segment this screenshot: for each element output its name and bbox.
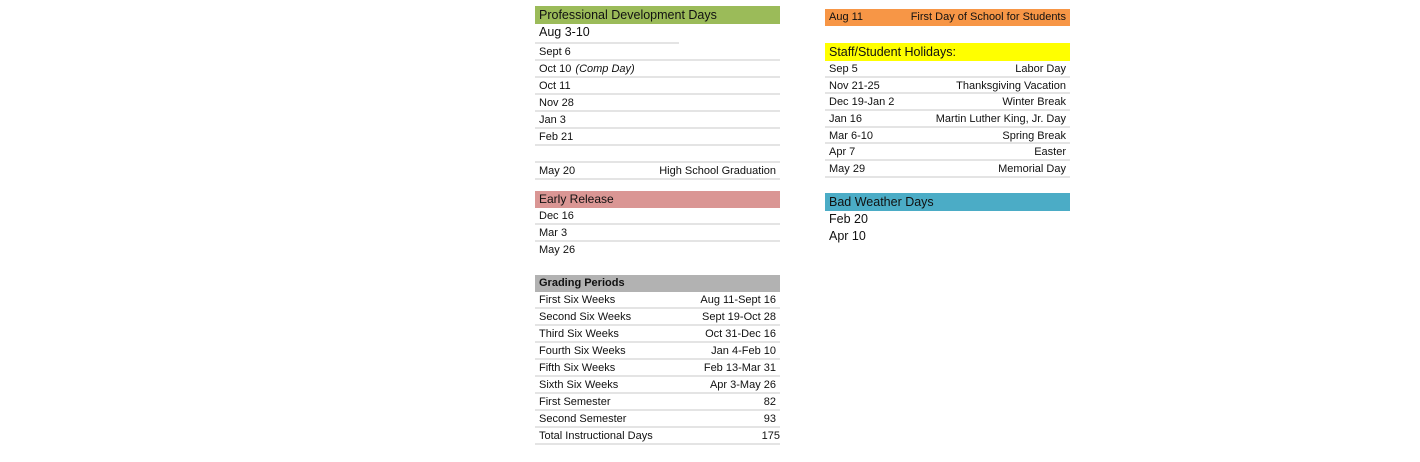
holiday-row — [825, 161, 1070, 178]
section-header: Bad Weather Days — [825, 193, 1070, 211]
early-release-row — [535, 242, 780, 259]
grading-period-row — [535, 309, 780, 326]
early-release-row — [535, 225, 780, 242]
grading-period-row — [535, 360, 780, 377]
row-label: Sept 6 — [539, 46, 571, 58]
row-value: Sept 19-Oct 28 — [702, 311, 776, 323]
row-label: May 26 — [539, 244, 576, 256]
row-label: Sixth Six Weeks — [539, 379, 619, 391]
row-label: Fourth Six Weeks — [539, 345, 626, 357]
row-label: Sep 5 — [829, 63, 858, 75]
row-label: First Semester — [539, 396, 611, 408]
row-label: Second Six Weeks — [539, 311, 632, 323]
first-day-banner — [825, 9, 1070, 26]
professional-development-section — [535, 6, 780, 180]
row-label: Nov 28 — [539, 97, 574, 109]
holiday-row — [825, 61, 1070, 78]
row-value: Jan 4-Feb 10 — [711, 345, 776, 357]
row-label: Second Semester — [539, 413, 627, 425]
pd-row — [535, 61, 780, 78]
row-label: Oct 11 — [539, 80, 571, 92]
row-label: Dec 19-Jan 2 — [829, 96, 895, 109]
pd-row — [535, 78, 780, 95]
holiday-row — [825, 78, 1070, 95]
grading-periods-section — [535, 275, 780, 445]
pd-row — [535, 44, 780, 61]
row-label: First Six Weeks — [539, 294, 616, 306]
row-label: Mar 3 — [539, 227, 568, 239]
grading-period-row — [535, 343, 780, 360]
row-value: Aug 11-Sept 16 — [700, 294, 776, 306]
row-value: Martin Luther King, Jr. Day — [935, 113, 1066, 126]
section-header: Staff/Student Holidays: — [825, 43, 1070, 61]
row-label: Apr 10 — [829, 229, 866, 243]
holiday-row — [825, 111, 1070, 128]
row-value: Winter Break — [1002, 96, 1066, 109]
grading-period-row — [535, 411, 780, 428]
section-header: Professional Development Days — [535, 6, 780, 24]
grading-period-row — [535, 326, 780, 343]
row-value: Oct 31-Dec 16 — [705, 328, 776, 340]
grading-period-row — [535, 377, 780, 394]
holiday-row — [825, 144, 1070, 161]
pd-row — [535, 112, 780, 129]
row-label: Third Six Weeks — [539, 328, 619, 340]
row-label: Jan 3 — [539, 114, 566, 126]
grading-period-row — [535, 428, 780, 445]
row-value: Apr 3-May 26 — [709, 379, 776, 391]
holiday-row — [825, 94, 1070, 111]
early-release-section — [535, 191, 780, 259]
row-value: 82 — [763, 396, 776, 408]
pd-row — [535, 24, 780, 42]
first-day-section — [825, 9, 1070, 26]
bad-weather-section — [825, 193, 1070, 245]
row-label: Feb 21 — [539, 131, 574, 143]
holidays-section — [825, 43, 1070, 178]
section-header: Early Release — [535, 191, 780, 208]
row-label: May 20 — [539, 165, 576, 177]
row-label: Oct 10 — [539, 63, 572, 75]
row-value: Memorial Day — [998, 163, 1066, 176]
row-value: 175 — [761, 430, 780, 442]
row-label: Feb 20 — [829, 212, 868, 226]
row-label: Jan 16 — [829, 113, 863, 126]
row-label: Mar 6-10 — [829, 129, 874, 142]
holiday-row — [825, 128, 1070, 145]
pd-row — [535, 129, 780, 146]
row-value: 93 — [763, 413, 776, 425]
row-label: Fifth Six Weeks — [539, 362, 616, 374]
row-value: Thanksgiving Vacation — [956, 79, 1066, 92]
row-label: Total Instructional Days — [539, 430, 653, 442]
row-value: Feb 13-Mar 31 — [703, 362, 776, 374]
first-day-date: Aug 11 — [829, 11, 864, 23]
pd-row — [535, 163, 780, 180]
row-value: Easter — [1034, 146, 1066, 159]
grading-period-row — [535, 292, 780, 309]
bad-weather-row — [825, 228, 1070, 245]
row-value: Spring Break — [1002, 129, 1066, 142]
row-value: High School Graduation — [659, 165, 776, 177]
row-value: Labor Day — [1015, 63, 1066, 75]
pd-row — [535, 146, 780, 163]
bad-weather-row — [825, 211, 1070, 228]
row-label: May 29 — [829, 163, 866, 176]
row-label: Apr 7 — [829, 146, 856, 159]
row-label: Aug 3-10 — [539, 25, 590, 39]
row-label: Nov 21-25 — [829, 79, 880, 92]
early-release-row — [535, 208, 780, 225]
first-day-label: First Day of School for Students — [910, 11, 1066, 23]
pd-row — [535, 95, 780, 112]
row-note-italic: (Comp Day) — [575, 63, 635, 75]
row-label: Dec 16 — [539, 210, 574, 222]
section-header: Grading Periods — [535, 275, 780, 292]
grading-period-row — [535, 394, 780, 411]
